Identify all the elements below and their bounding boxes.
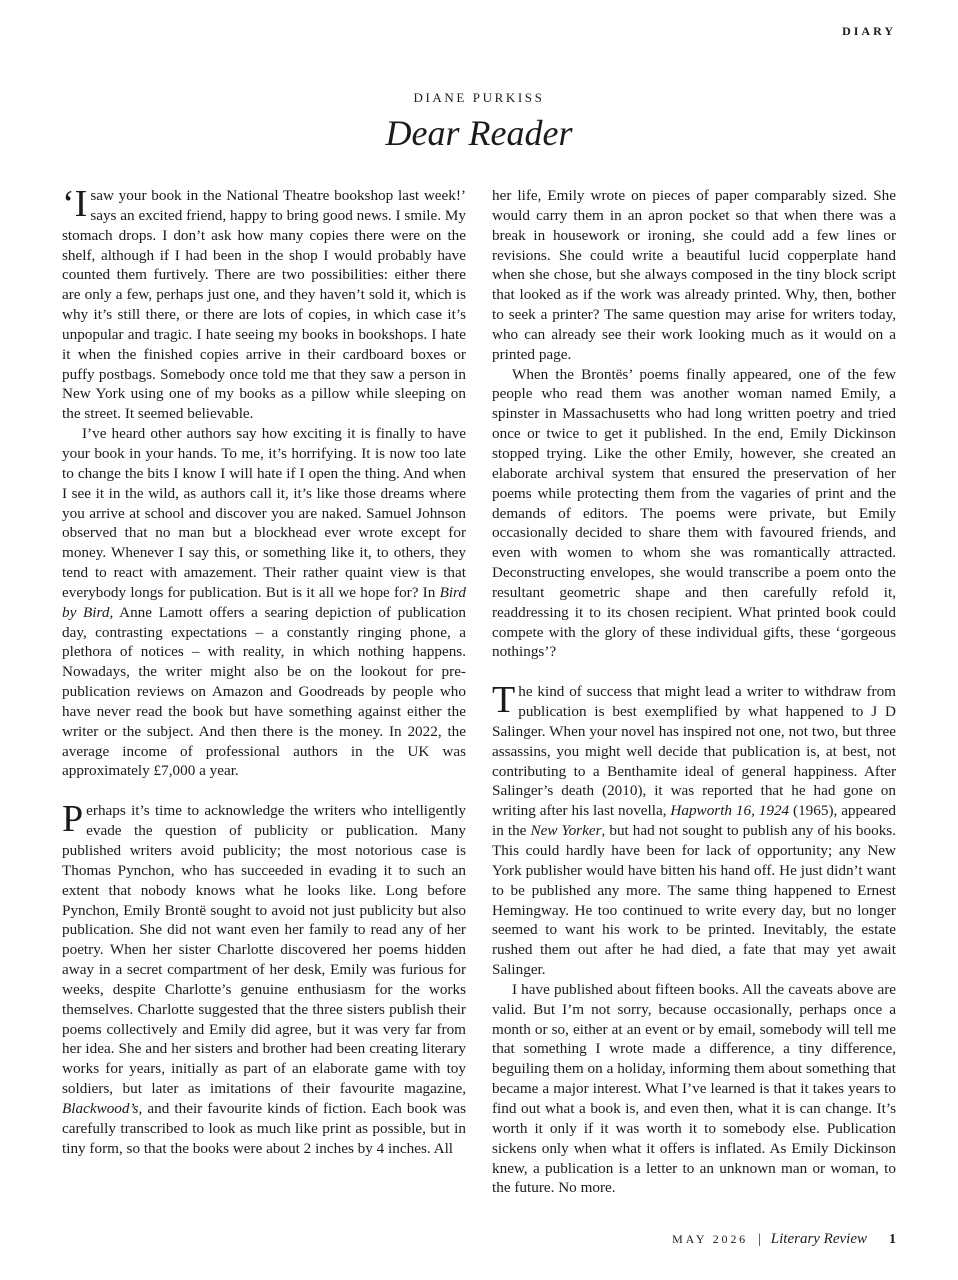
page-number: 1	[889, 1232, 896, 1247]
paragraph: Perhaps it’s time to acknowledge the writers who intelligently evade the question of publicity or publication. Many published writers avoid publicity; the most notorious case is Thomas Pynchon, who has succeeded in evading it to such an extent that nobody knows what he looks like. Long before Pynchon, Emily Brontë sought to avoid not just publicity but also publication. She did not want even her family to read any of her poetry. When her sister Charlotte discovered her poems hidden away in a secret compartment of her desk, Emily was furious for weeks, despite Charlotte’s genuine enthusiasm for the works themselves. Charlotte suggested that the three sisters publish their poems collectively and Emily did agree, but it was very far from her idea. She and her sisters and brother had been creating literary works for years, initially as part of an elaborate game with toy soldiers, but later as imitations of their favourite magazine, Blackwood’s, and their favourite kinds of fiction. Each book was carefully transcribed to look as much like print as possible, but in tiny form, so that the books were about 2 inches by 4 inches. All	[62, 798, 466, 1157]
article-title: Dear Reader	[385, 113, 573, 153]
section-label: DIARY	[842, 24, 896, 38]
paragraph: ‘Isaw your book in the National Theatre bookshop last week!’ says an excited friend, happy to bring good news. I smile. My stomach drops. I don’t ask how many copies there were on the shelf, although if I had been in the shop I would probably have counted them furtively. There are two possibilities: either there are only a few, perhaps just one, and they haven’t sold it, which is why it’s still there, or there are lots of copies, in which case it’s unpopular and tragic. I hate seeing my books in bookshops. I hate it when the finished copies arrive in their cardboard boxes or puffy postbags. Somebody once told me that they saw a person in New York using one of my books as a pillow while sleeping on the street. It seemed believable.	[62, 183, 466, 423]
drop-cap: ‘I	[62, 183, 88, 225]
article-column-left	[62, 183, 466, 1159]
paragraph: I’ve heard other authors say how exciting it is finally to have your book in your hands. To me, it’s horrifying. It is now too late to change the bits I know I will hate if I open the thing. And when I see it in the wild, as authors call it, it’s like those dreams where you arrive at school and discover you are naked. Samuel Johnson observed that no man but a blockhead ever wrote except for money. Whenever I say this, or something like it, to others, they tend to react with amazement. Their rather quaint view is that everybody longs for publication. But is it all we hope for? In Bird by Bird, Anne Lamott offers a searing depiction of publication day, contrasting expectations – a constantly ringing phone, a plethora of notices – with reality, in which nothing happens. Nowadays, the writer might also be on the lookout for pre-publication reviews on Amazon and Goodreads by people who have never read the book but have something against either the writer or the subject. And then there is the money. In 2022, the average income of professional authors in the UK was approximately £7,000 a year.	[62, 425, 466, 780]
publication-name: Literary Review	[770, 1231, 867, 1247]
page-footer	[672, 1231, 896, 1248]
article-column-right	[492, 186, 896, 1198]
paragraph: The kind of success that might lead a writer to withdraw from publication is best exemplified by what happened to J D Salinger. When your novel has inspired not one, not two, but three assassins, you might well decide that publication is, at best, not contributing to a Benthamite ideal of general happiness. After Salinger’s death (2010), it was reported that he had gone on writing after his last novella, Hapworth 16, 1924 (1965), appeared in the New Yorker, but had not sought to publish any of his books. This could hardly have been for lack of opportunity; any New York publisher would have bitten his hand off. He just didn’t want to be published any more. The same thing happened to Ernest Hemingway. He too continued to write every day, but no longer seemed to want his work to be printed. Inevitably, the estate rushed them out after he had died, a fate that may yet await Salinger.	[492, 679, 897, 979]
paragraph: I have published about fifteen books. All the caveats above are valid. But I’m not sorry, because occasionally, perhaps once a month or so, either at an event or by email, somebody will tell me that something I wrote made a difference, a tiny difference, beguiling them on a holiday, informing them about something that became a major interest. What I’ve learned is that it takes years to find out what a book is, and even then, what it is can change. It’s worth it only if it was worth it to somebody else. Publication sickens only when what it offers is inflated. As Emily Dickinson knew, a publication is a letter to an unknown man or woman, to the future. No more.	[492, 980, 896, 1197]
paragraph: her life, Emily wrote on pieces of paper comparably sized. She would carry them in an apron pocket so that when there was a break in housework or ironing, she could add a few lines or revisions. She could write a beautiful lucid copperplate hand when she chose, but she always composed in the tiny block script that looked as if the work was already printed. Why, then, bother to seek a printer? The same question may arise for writers today, who can already see their work looking much as it would on a printed page.	[492, 187, 896, 363]
paragraph: When the Brontës’ poems finally appeared, one of the few people who read them was another woman named Emily, a spinster in Massachusetts who had long written poetry and tried once or twice to get it published. In the end, Emily Dickinson stopped trying. Like the other Emily, however, she created an elaborate archival system that ensured the preservation of her poems while protecting them from the vagaries of print and the demands of editors. The poems were private, but Emily occasionally decided to share them with favoured friends, and even with women to whom she was romantically attracted. Deconstructing envelopes, she would transcribe a poem onto the resultant geometric shape and then carefully refold it, readdressing it to its chosen recipient. What printed book could compete with the glory of these individual gifts, these ‘gorgeous nothings’?	[492, 365, 896, 661]
issue-date: MAY 2026	[672, 1232, 748, 1246]
drop-cap: P	[62, 798, 84, 841]
footer-separator: |	[757, 1232, 761, 1247]
author-byline: DIANE PURKISS	[413, 90, 545, 105]
drop-cap: T	[492, 679, 516, 722]
